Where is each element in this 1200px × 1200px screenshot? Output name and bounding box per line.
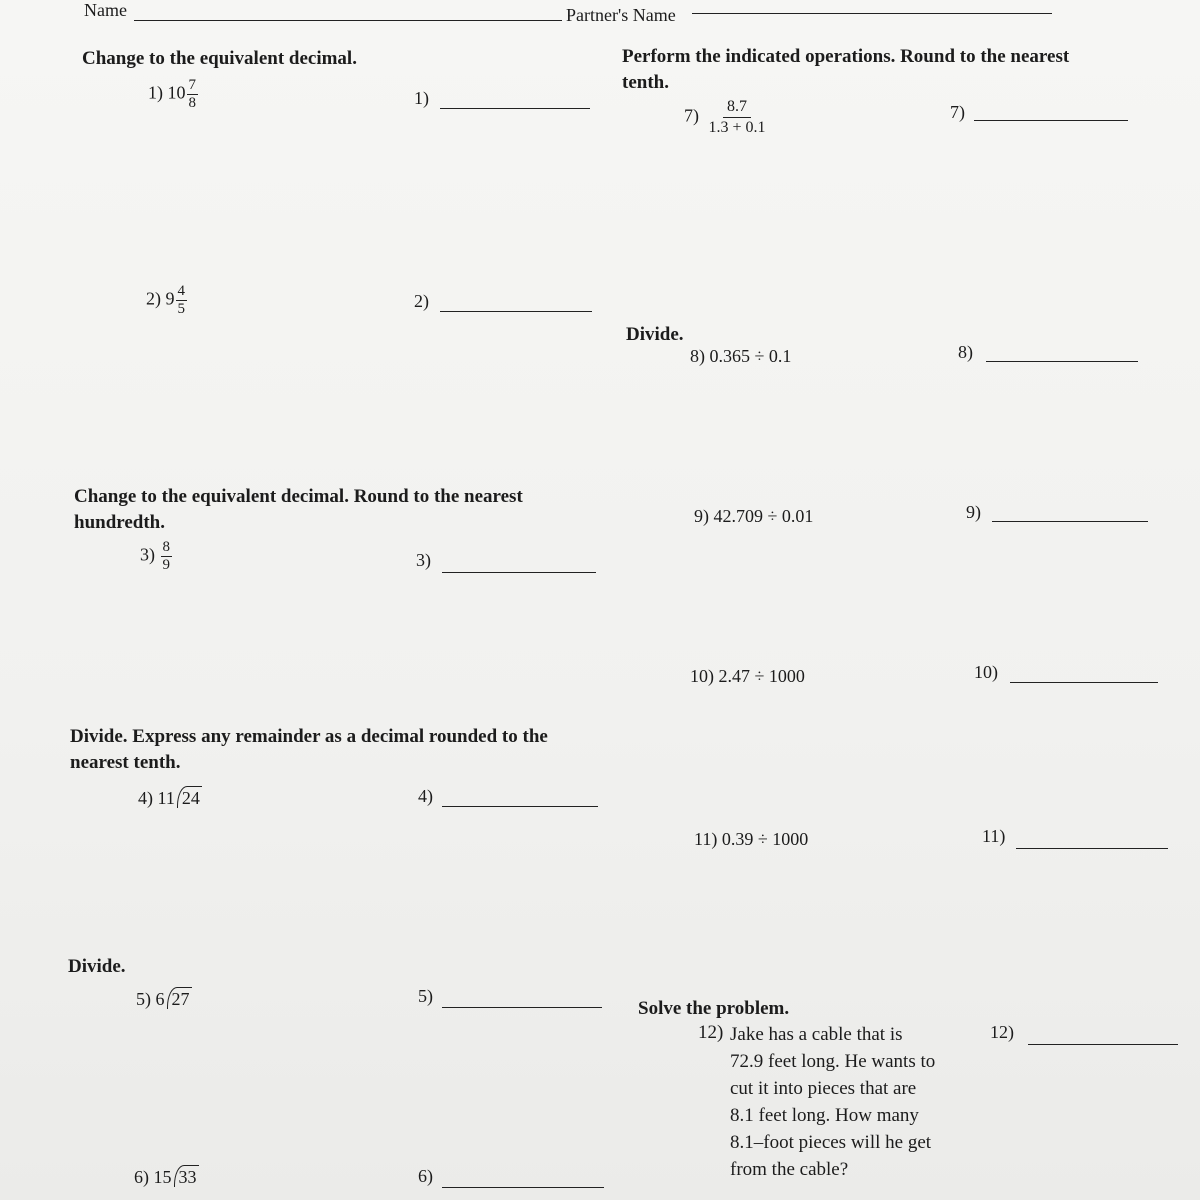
answer-5-label: 5) bbox=[418, 986, 433, 1006]
problem-12-line-2: 72.9 feet long. He wants to bbox=[730, 1051, 936, 1072]
problem-4 bbox=[138, 786, 202, 809]
problem-5 bbox=[136, 987, 192, 1010]
problem-5-label: 5) bbox=[136, 989, 151, 1009]
answer-11-line[interactable] bbox=[1016, 848, 1168, 849]
answer-7-line[interactable] bbox=[974, 120, 1128, 121]
answer-12-label: 12) bbox=[990, 1022, 1014, 1042]
problem-3-fraction bbox=[161, 540, 173, 573]
problem-6-dividend: 33 bbox=[174, 1165, 199, 1187]
section-instruction-round-hundredth: Change to the equivalent decimal. Round to the nearest hundredth. bbox=[74, 486, 523, 533]
section-instruction-indicated-operations: Perform the indicated operations. Round to the nearest tenth. bbox=[622, 46, 1070, 93]
answer-10-line[interactable] bbox=[1010, 682, 1158, 683]
problem-6-label: 6) bbox=[134, 1167, 149, 1187]
answer-3-line[interactable] bbox=[442, 572, 596, 573]
section-instruction-divide-decimals: Divide. bbox=[626, 324, 684, 345]
problem-2-whole: 9 bbox=[165, 288, 175, 309]
answer-9-line[interactable] bbox=[992, 521, 1148, 522]
answer-1-line[interactable] bbox=[440, 108, 590, 109]
problem-1-denominator: 8 bbox=[188, 95, 196, 111]
name-label: Name bbox=[84, 0, 127, 20]
problem-2 bbox=[146, 284, 187, 317]
section-instruction-equivalent-decimal: Change to the equivalent decimal. bbox=[82, 48, 357, 69]
answer-9-label: 9) bbox=[966, 502, 981, 522]
problem-3-label: 3) bbox=[140, 544, 155, 565]
problem-4-label: 4) bbox=[138, 788, 153, 808]
problem-9: 9) 42.709 ÷ 0.01 bbox=[694, 506, 814, 526]
problem-1-whole: 10 bbox=[167, 82, 186, 103]
problem-12-line-3: cut it into pieces that are bbox=[730, 1078, 917, 1099]
answer-1-label: 1) bbox=[414, 88, 429, 108]
problem-4-divisor: 11 bbox=[157, 788, 175, 808]
answer-12-line[interactable] bbox=[1028, 1044, 1178, 1045]
problem-1 bbox=[148, 78, 198, 111]
name-field-line[interactable] bbox=[134, 20, 562, 21]
problem-8: 8) 0.365 ÷ 0.1 bbox=[690, 346, 792, 366]
problem-5-divisor: 6 bbox=[155, 989, 165, 1009]
problem-2-denominator: 5 bbox=[177, 301, 185, 317]
problem-12-line-1: Jake has a cable that is bbox=[730, 1024, 903, 1045]
problem-10: 10) 2.47 ÷ 1000 bbox=[690, 666, 805, 686]
problem-11: 11) 0.39 ÷ 1000 bbox=[694, 829, 809, 849]
answer-6-label: 6) bbox=[418, 1166, 433, 1186]
answer-6-line[interactable] bbox=[442, 1187, 604, 1188]
problem-7 bbox=[684, 98, 770, 137]
problem-5-dividend: 27 bbox=[167, 987, 192, 1009]
answer-3-label: 3) bbox=[416, 550, 431, 570]
answer-8-line[interactable] bbox=[986, 361, 1138, 362]
partner-name-field-line[interactable] bbox=[692, 13, 1052, 14]
answer-8-label: 8) bbox=[958, 342, 973, 362]
problem-2-fraction bbox=[176, 284, 188, 317]
problem-2-label: 2) bbox=[146, 288, 161, 309]
answer-7-label: 7) bbox=[950, 102, 965, 122]
problem-12-text bbox=[730, 1021, 980, 1183]
problem-3 bbox=[140, 540, 172, 573]
problem-1-fraction bbox=[187, 78, 199, 111]
problem-7-numerator: 8.7 bbox=[723, 98, 751, 118]
problem-1-label: 1) bbox=[148, 82, 163, 103]
section-instruction-divide-remainder: Divide. Express any remainder as a decimal rounded to the nearest tenth. bbox=[70, 726, 548, 773]
problem-12-label: 12) bbox=[698, 1022, 724, 1043]
partner-name-label: Partner's Name bbox=[566, 5, 676, 25]
answer-4-line[interactable] bbox=[442, 806, 598, 807]
answer-5-line[interactable] bbox=[442, 1007, 602, 1008]
problem-12-line-6: from the cable? bbox=[730, 1159, 849, 1180]
answer-10-label: 10) bbox=[974, 662, 998, 682]
answer-2-label: 2) bbox=[414, 291, 429, 311]
problem-7-fraction bbox=[705, 98, 770, 137]
problem-1-numerator: 7 bbox=[188, 77, 196, 93]
section-instruction-divide: Divide. bbox=[68, 956, 126, 977]
answer-4-label: 4) bbox=[418, 786, 433, 806]
answer-11-label: 11) bbox=[982, 826, 1006, 846]
problem-6 bbox=[134, 1165, 199, 1188]
problem-3-denominator: 9 bbox=[162, 557, 170, 573]
problem-4-dividend: 24 bbox=[177, 786, 202, 808]
answer-2-line[interactable] bbox=[440, 311, 592, 312]
problem-7-denominator: 1.3 + 0.1 bbox=[708, 119, 766, 136]
problem-12-line-5: 8.1–foot pieces will he get bbox=[730, 1132, 932, 1153]
problem-12-line-4: 8.1 feet long. How many bbox=[730, 1105, 919, 1126]
problem-2-numerator: 4 bbox=[177, 283, 185, 299]
problem-6-divisor: 15 bbox=[153, 1167, 172, 1187]
section-instruction-solve-problem: Solve the problem. bbox=[638, 998, 790, 1019]
problem-7-label: 7) bbox=[684, 105, 699, 126]
problem-3-numerator: 8 bbox=[162, 539, 170, 555]
